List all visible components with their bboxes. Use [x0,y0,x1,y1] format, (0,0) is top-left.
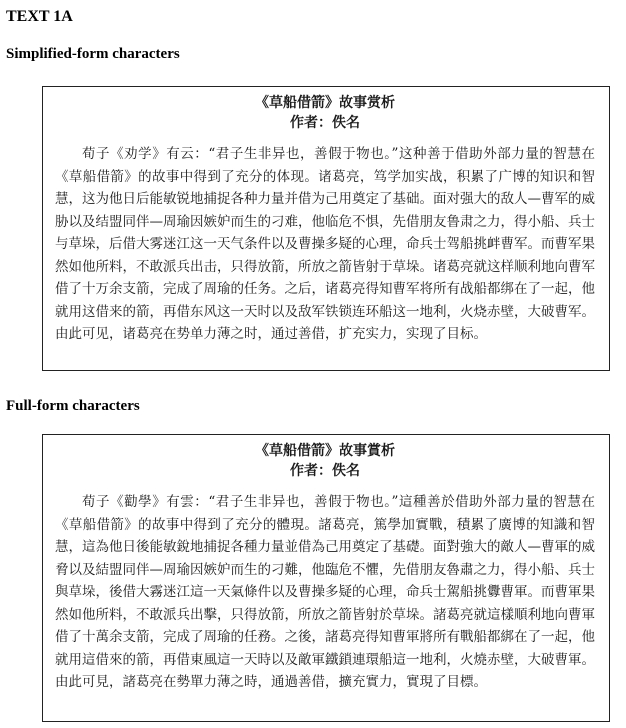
article-author: 作者：佚名 [290,115,360,131]
article-title: 《草船借箭》故事赏析 [255,95,395,111]
article-body: 荀子《劝学》有云：“君子生非异也，善假于物也。”这种善于借助外部力量的智慧在《草船借箭》的故事中得到了充分的体现。诸葛亮，笃学加实战，积累了广博的知识和智慧，这为他日后能敏锐地捕捉各种力量并借为己用奠定了基础。面对强大的敌人—曹军的威胁以及结盟同伴—周瑜因嫉妒而生的刁难，他临危不惧，先借朋友鲁肃之力，得小船、兵士与草垛，后借大雾迷江这一天气条件以及曹操多疑的心理，命兵士驾船挑衅曹军。而曹军果然如他所料，不敢派兵出击，只得放箭，所放之箭皆射于草垛。诸葛亮就这样顺利地向曹军借了十万余支箭，完成了周瑜的任务。之后，诸葛亮得知曹军将所有战船都绑在了一起，他就用这借来的箭，再借东风这一天时以及敌军铁锁连环船这一地利，火烧赤壁，大破曹军。由此可见，诸葛亮在势单力薄之时，通过善借，扩充实力，实现了目标。 [55,146,595,342]
section-heading-simplified: Simplified-form characters [6,46,180,62]
article-title: 《草船借箭》故事賞析 [255,443,395,459]
section-heading-full-form: Full-form characters [6,398,140,414]
text-box-simplified [42,86,610,371]
article-author: 作者：佚名 [290,463,360,479]
text-box-full-form [42,434,610,722]
page-title: TEXT 1A [6,8,73,25]
article-body: 荀子《勸學》有雲：“君子生非异也，善假于物也。”這種善於借助外部力量的智慧在《草船借箭》的故事中得到了充分的體現。諸葛亮，篤學加實戰，積累了廣博的知識和智慧，這為他日後能敏銳地捕捉各種力量並借為己用奠定了基礎。面對強大的敵人—曹軍的威脅以及結盟同伴—周瑜因嫉妒而生的刁難，他臨危不懼，先借朋友魯肅之力，得小船、兵士與草垛，後借大霧迷江這一天氣條件以及曹操多疑的心理，命兵士駕船挑釁曹軍。而曹軍果然如他所料，不敢派兵出擊，只得放箭，所放之箭皆射於草垛。諸葛亮就這樣順利地向曹軍借了十萬余支箭，完成了周瑜的任務。之後，諸葛亮得知曹軍將所有戰船都綁在了一起，他就用這借來的箭，再借東風這一天時以及敵軍鐵鎖連環船這一地利，火燒赤壁，大破曹軍。由此可見，諸葛亮在勢單力薄之時，通過善借，擴充實力，實現了目標。 [55,494,595,690]
